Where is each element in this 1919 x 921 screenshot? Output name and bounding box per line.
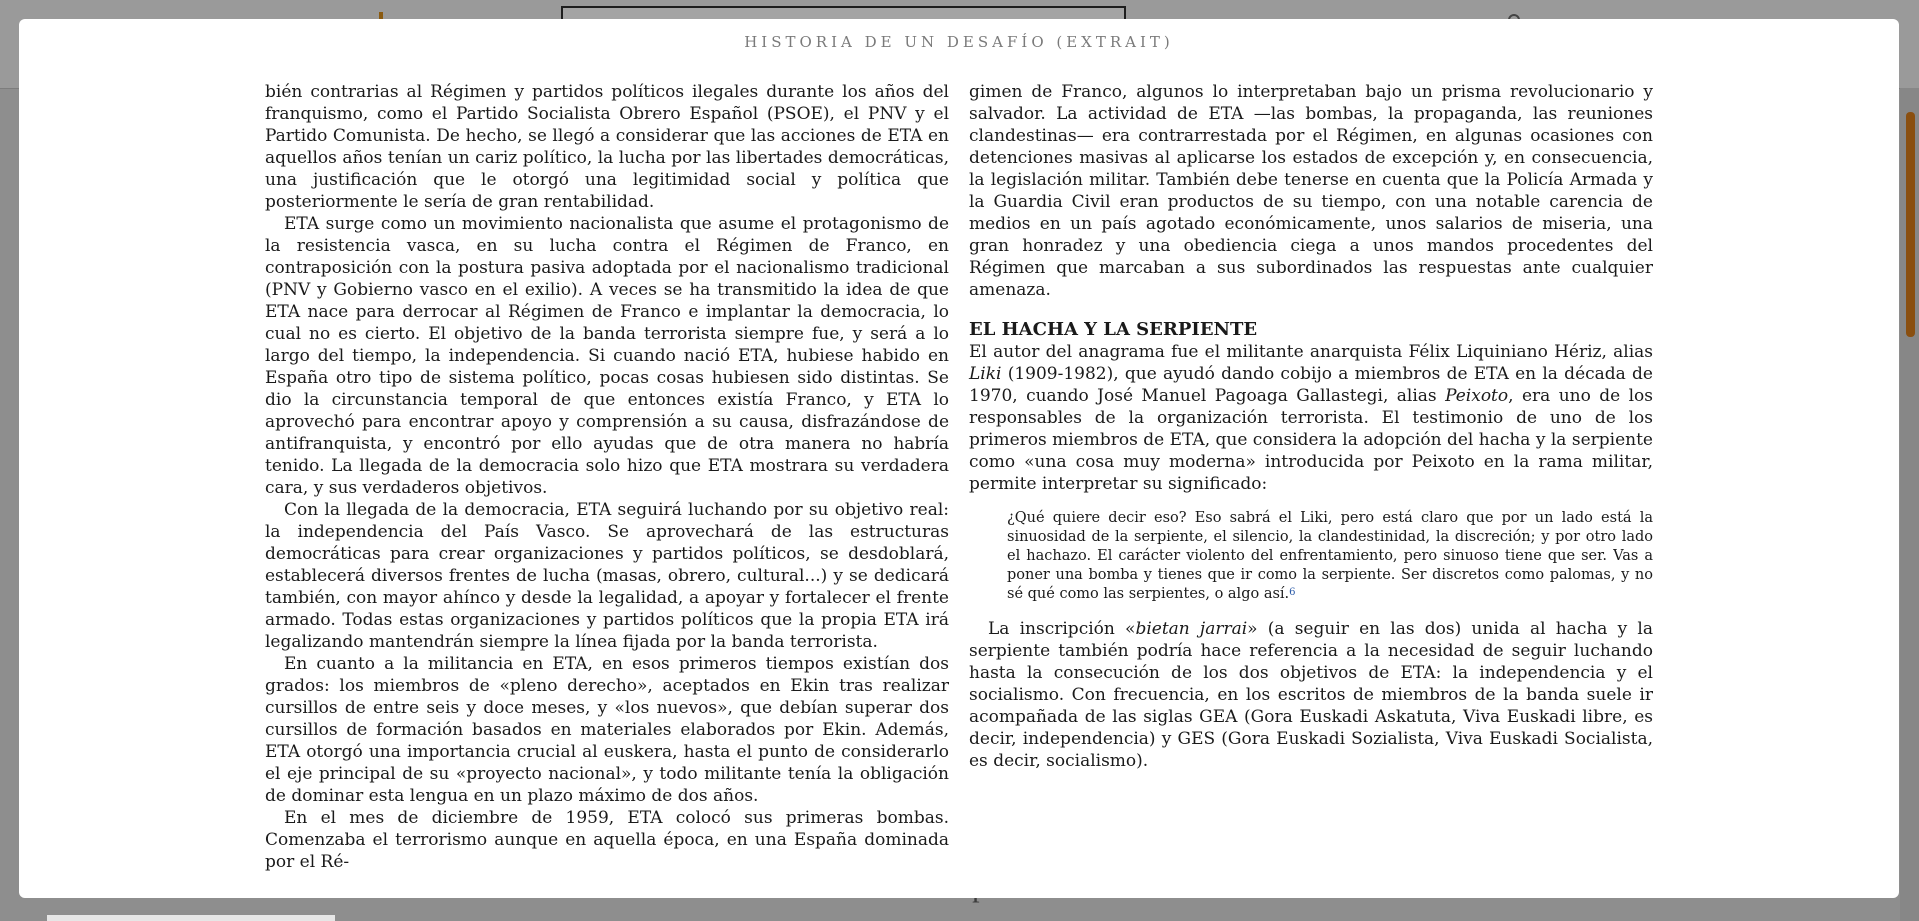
alias-peixoto: Peixoto [1445, 386, 1509, 406]
section-heading: EL HACHA Y LA SERPIENTE [969, 319, 1258, 340]
modal-title: HISTORIA DE UN DESAFÍO (EXTRAIT) [744, 33, 1174, 51]
paragraph: ETA surge como un movimiento nacionalista que asume el protagonismo de la resistencia vasca, en su lucha contra el Régimen de Franco, en contraposición con la postura pasiva adoptada por el nacionalismo tradicional (PNV y Gobierno vasco en el exilio). A veces se ha transmitido la idea de que ETA nace para derrocar al Régimen de Franco e implantar la democracia, lo cual no es cierto. El objetivo de la banda terrorista siempre fue, y será a lo largo del tiempo, la independencia. Si cuando nació ETA, hubiese habido en España otro tipo de sistema político, pocas cosas hubiesen sido distintas. Se dio la circunstancia temporal de que entonces existía Franco, y ETA lo aprovechó para encontrar apoyo y comprensión a su causa, disfrazándose de antifranquista, y encontró por ello ayudas que de otra manera no habría tenido. La llegada de la democracia solo hizo que ETA mostrara su verdadera cara, y sus verdaderos objetivos. [265, 214, 949, 498]
text: (1909-1982), que ayudó dando cobijo a miembros de ETA en la década de 1970, cuando José Manuel Pagoaga Gallastegi, alias [969, 364, 1653, 406]
text: » (a seguir en las dos) unida al hacha y la serpiente también podría hace referencia a la necesidad de seguir luchando hasta la consecución de los dos objetivos de ETA: la independencia y el socialismo. Con frecuencia, en los escritos de miembros de la banda suele ir acompañada de las siglas GEA (Gora Euskadi Askatuta, Viva Euskadi libre, es decir, independencia) y GES (Gora Euskadi Sozialista, Viva Euskadi Socialista, es decir, socialismo). [969, 619, 1653, 771]
excerpt-modal [19, 19, 1899, 898]
quote-text: ¿Qué quiere decir eso? Eso sabrá el Liki, pero está claro que por un lado está la sinuosidad de la serpiente, el silencio, la clandestinidad, la discreción; y por otro lado el hachazo. El carácter violento del enfrentamiento, pero sinuoso tiene que ser. Vas a poner una bomba y tienes que ir como la serpiente. Ser discretos como palomas, y no sé qué como las serpientes, o algo así. [1007, 510, 1653, 602]
footnote-link[interactable]: 6 [1289, 587, 1296, 598]
paragraph: gimen de Franco, algunos lo interpretaban bajo un prisma revolucionario y salvador. La actividad de ETA —las bombas, la propaganda, las reuniones clandestinas— era contrarrestada por el Régimen, en algunas ocasiones con detenciones masivas al aplicarse los estados de excepción y, en consecuencia, la legislación militar. También debe tenerse en cuenta que la Policía Armada y la Guardia Civil eran productos de su tiempo, con una notable carencia de medios en un país agotado económicamente, unos salarios de miseria, una gran honradez y una obediencia ciega a unos mandos procedentes del Régimen que marcaban a sus subordinados las respuestas ante cualquier amenaza. [969, 82, 1653, 300]
background-bar [47, 915, 335, 921]
inscription: bietan jarrai [1135, 619, 1248, 639]
text: , era uno de los responsables de la organización terrorista. El testimonio de uno de los primeros miembros de ETA, que considera la adopción del hacha y la serpiente como «una cosa muy moderna» introducida por Peixoto en la rama militar, permite interpretar su significado: [969, 386, 1653, 494]
paragraph: En cuanto a la militancia en ETA, en esos primeros tiempos existían dos grados: los miembros de «pleno derecho», aceptados en Ekin tras realizar cursillos de entre seis y doce meses, y «los nuevos», que debían superar dos cursillos de formación basados en materiales elaborados por Ekin. Además, ETA otorgó una importancia crucial al euskera, hasta el punto de considerarlo el eje principal de su «proyecto nacional», y todo militante tenía la obligación de dominar esta lengua en un plazo máximo de dos años. [265, 654, 949, 806]
paragraph: Con la llegada de la democracia, ETA seguirá luchando por su objetivo real: la independencia del País Vasco. Se aprovechará de las estructuras democráticas para crear organizaciones y partidos políticos, se desdoblará, establecerá diversos frentes de lucha (masas, obrero, cultural...) y se dedicará también, con mayor ahínco y desde la legalidad, a apoyar y fortalecer el frente armado. Todas estas organizaciones y partidos políticos que la propia ETA irá legalizando mantendrán siempre la línea fijada por la banda terrorista. [265, 500, 949, 652]
block-quote [1007, 509, 1653, 604]
alias-liki: Liki [969, 364, 1002, 384]
paragraph: bién contrarias al Régimen y partidos políticos ilegales durante los años del franquismo, como el Partido Socialista Obrero Español (PSOE), el PNV y el Partido Comunista. De hecho, se llegó a considerar que las acciones de ETA en aquellos años tenían un cariz político, la lucha por las libertades democráticas, una justificación que le otorgó una legitimidad social y política que posteriormente le sería de gran rentabilidad. [265, 82, 949, 212]
left-column [265, 81, 949, 873]
scrollbar-thumb[interactable] [1906, 112, 1915, 337]
paragraph [969, 341, 1653, 495]
text: La inscripción « [988, 619, 1136, 639]
text: El autor del anagrama fue el militante anarquista Félix Liquiniano Hériz, alias [969, 342, 1653, 362]
paragraph [969, 618, 1653, 772]
paragraph: En el mes de diciembre de 1959, ETA colocó sus primeras bombas. Comenzaba el terrorismo aunque en aquella época, en una España dominada por el Ré- [265, 808, 949, 872]
right-column [969, 81, 1653, 772]
